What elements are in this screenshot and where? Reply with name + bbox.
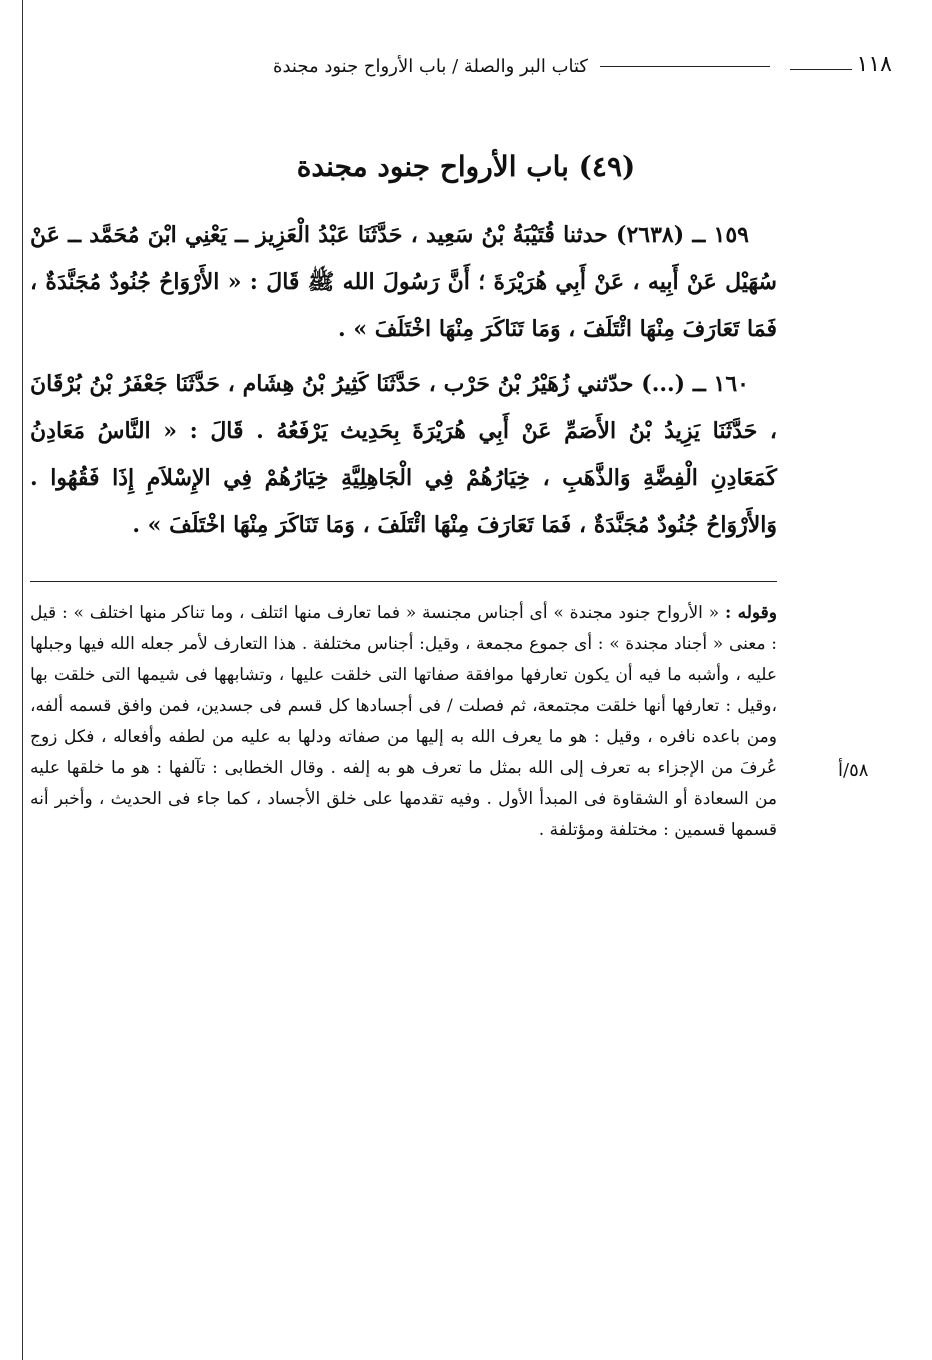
footnote-lead: وقوله : bbox=[724, 603, 778, 623]
header-rule-short bbox=[790, 69, 852, 70]
running-title: كتاب البر والصلة / باب الأرواح جنود مجندة bbox=[273, 56, 588, 77]
footnote-text: « الأرواح جنود مجندة » أى أجناس مجنسة « فما تعارف منها ائتلف ، وما تناكر منها اختلف » : قيل : معنى « أجناد مجندة » : أى جموع مجمعة ، وقيل: أجناس مختلفة . هذا التعارف لأمر جعله الله فيها وجبلها عليه ، وأشبه ما فيه أن يكون تعارفها موافقة صفاتها التى خلقت عليها ، وتشابهها فى شيمها التى خلقت بها ،وقيل : تعارفها أنها خلقت مجتمعة، ثم فصلت / فى أجسادها كل قسم فى جسدين، فمن وافق قسمه ألفه، ومن باعده نافره ، وقيل : هو ما يعرف الله به إليها من صفاته ودلها به عليه من لطفه وأفعاله ، فكل زوج عُرفَ من الإجزاء به تعرف إلى الله بمثل ما تعرف هو به إلفه . وقال الخطابى : تآلفها : هو ما خلقها عليه من السعادة أو الشقاوة فى المبدأ الأول . وفيه تقدمها على خلق الأجساد ، كما جاء فى الحديث ، وأخبر أنه قسمها قسمين : مختلفة ومؤتلفة . bbox=[30, 603, 777, 840]
footnote-divider bbox=[30, 581, 777, 582]
header-rule-long bbox=[600, 66, 770, 67]
hadith-159: ١٥٩ ــ (٢٦٣٨) حدثنا قُتَيْبَةُ بْنُ سَعِيد ، حَدَّثَنَا عَبْدُ الْعَزِيز ــ يَعْنِي ابْنَ مُحَمَّد ــ عَنْ سُهَيْل عَنْ أَبِيه ، عَنْ أَبِي هُرَيْرَةَ ؛ أَنَّ رَسُولَ الله ﷺ قَالَ : « الأَرْوَاحُ جُنُودٌ مُجَنَّدَةٌ ، فَمَا تَعَارَفَ مِنْهَا ائْتَلَفَ ، وَمَا تَنَاكَرَ مِنْهَا اخْتَلَفَ » . bbox=[30, 222, 777, 342]
page-number: ١١٨ bbox=[856, 52, 892, 77]
commentary-footnote bbox=[30, 598, 777, 846]
running-header bbox=[28, 52, 892, 77]
manuscript-folio-note: ٥٨/أ bbox=[838, 760, 869, 781]
hadith-text bbox=[30, 212, 777, 549]
chapter-title: (٤٩) باب الأرواح جنود مجندة bbox=[296, 150, 636, 183]
hadith-160: ١٦٠ ــ (...) حدّثني زُهَيْرُ بْنُ حَرْب ، حَدَّثَنَا كَثِيرُ بْنُ هِشَام ، حَدَّثَنَا جَعْفَرُ بْنُ بُرْقَانَ ، حَدَّثَنَا يَزِيدُ بْنُ الأَصَمِّ عَنْ أَبِي هُرَيْرَةَ بِحَدِيث يَرْفَعُهُ . قَالَ : « النَّاسُ مَعَادِنُ كَمَعَادِنِ الْفِضَّةِ وَالذَّهَبِ ، خِيَارُهُمْ فِي الْجَاهِلِيَّةِ خِيَارُهُمْ فِي الإِسْلاَمِ إِذَا فَقُهُوا . وَالأَرْوَاحُ جُنُودٌ مُجَنَّدَةٌ ، فَمَا تَعَارَفَ مِنْهَا ائْتَلَفَ ، وَمَا تَنَاكَرَ مِنْهَا اخْتَلَفَ » . bbox=[30, 371, 777, 538]
